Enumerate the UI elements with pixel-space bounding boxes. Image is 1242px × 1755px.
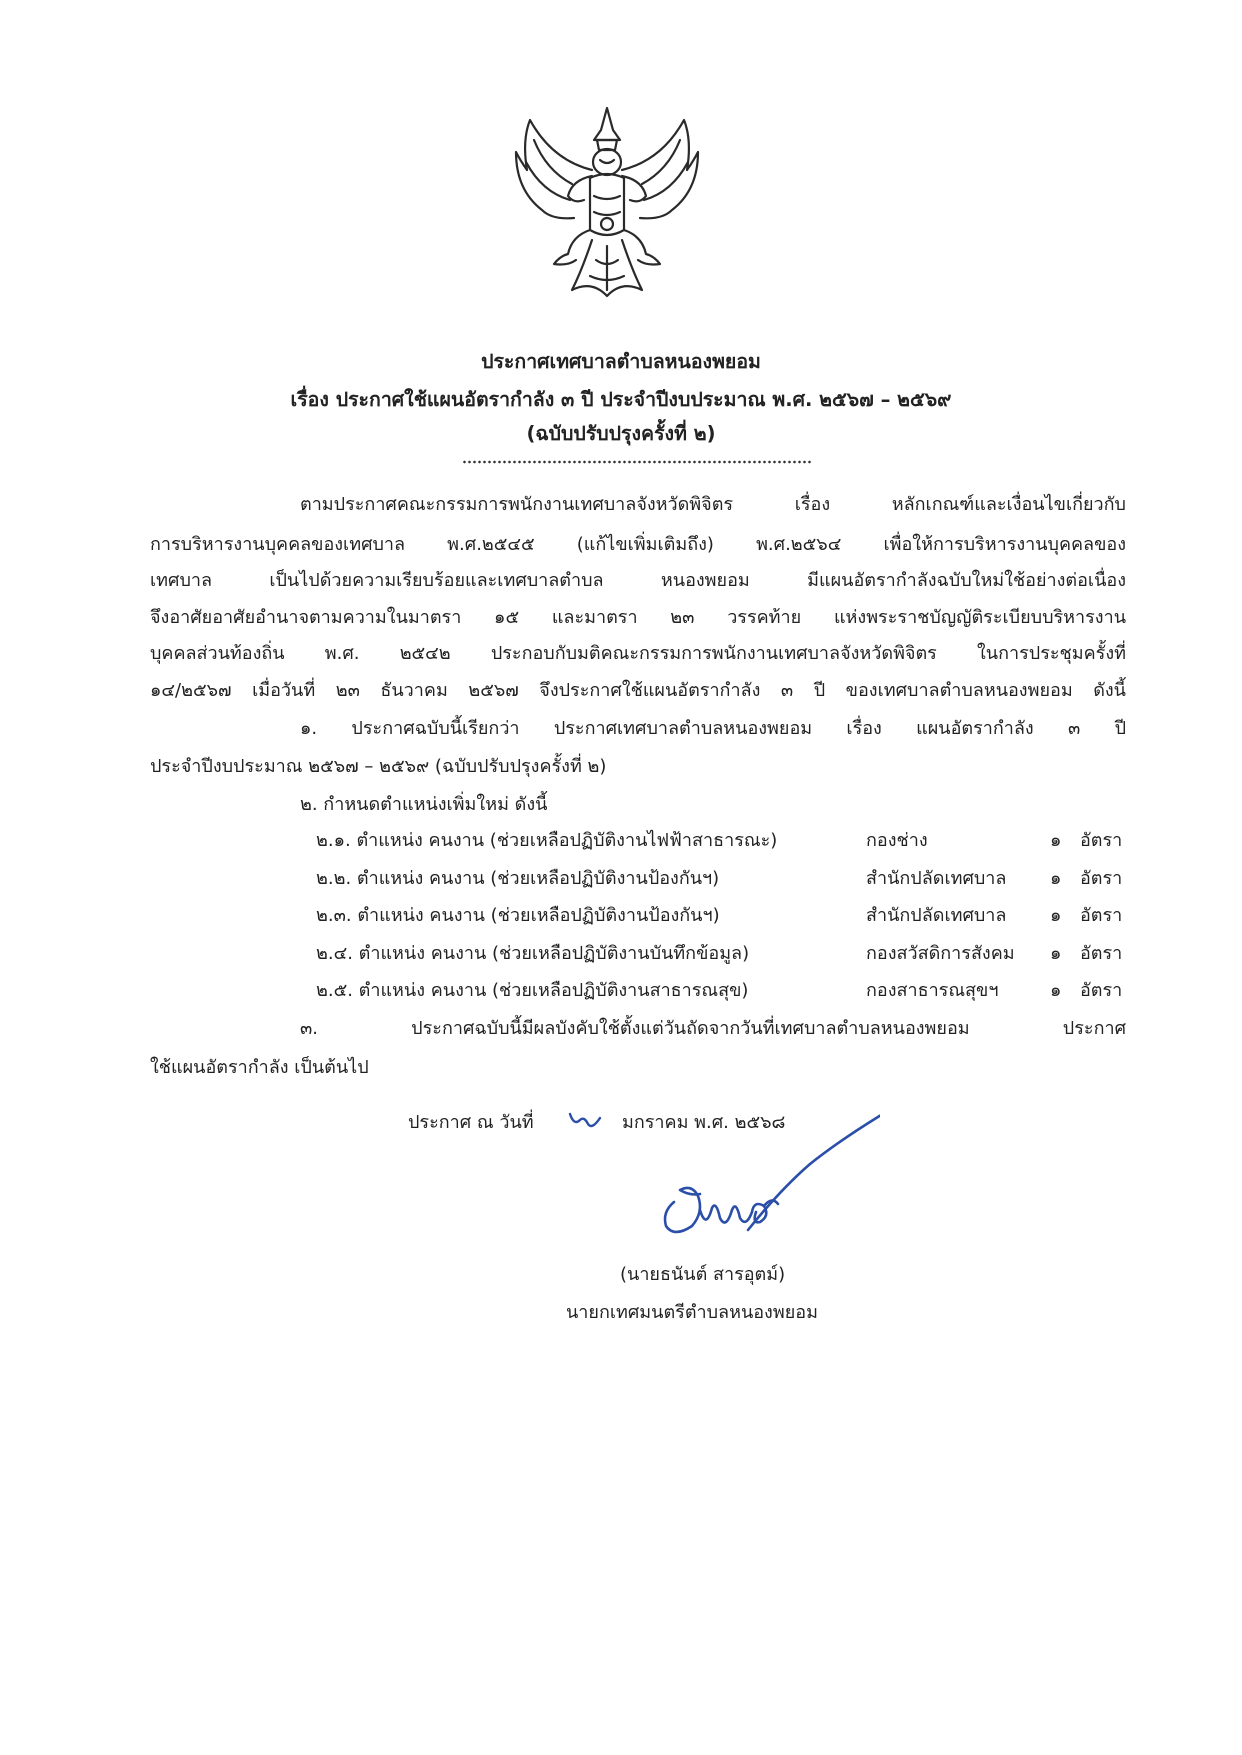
position-title: ๒.๔. ตำแหน่ง คนงาน (ช่วยเหลือปฏิบัติงานบันทึกข้อมูล) — [316, 943, 750, 964]
signature-icon — [640, 1100, 880, 1250]
position-title: ๒.๑. ตำแหน่ง คนงาน (ช่วยเหลือปฏิบัติงานไฟฟ้าสาธารณะ) — [316, 830, 778, 851]
position-title: ๒.๒. ตำแหน่ง คนงาน (ช่วยเหลือปฏิบัติงานป้องกันฯ) — [316, 868, 720, 889]
position-rate: อัตรา — [1080, 905, 1123, 926]
position-unit: กองสาธารณสุขฯ — [866, 980, 999, 1001]
paragraph-line: จึงอาศัยอาศัยอำนาจตามความในมาตรา ๑๕ และมาตรา ๒๓ วรรคท้าย แห่งพระราชบัญญัติระเบียบบริหารงาน — [150, 607, 1127, 628]
position-rate: อัตรา — [1080, 980, 1123, 1001]
item-3-line: ๓. ประกาศฉบับนี้มีผลบังคับใช้ตั้งแต่วันถัดจากวันที่เทศบาลตำบลหนองพยอม ประกาศ — [300, 1018, 1126, 1039]
position-rate: อัตรา — [1080, 830, 1123, 851]
paragraph-line: ตามประกาศคณะกรรมการพนักงานเทศบาลจังหวัดพิจิตร เรื่อง หลักเกณฑ์และเงื่อนไขเกี่ยวกับ — [300, 494, 1126, 515]
item-1-line: ๑. ประกาศฉบับนี้เรียกว่า ประกาศเทศบาลตำบลหนองพยอม เรื่อง แผนอัตรากำลัง ๓ ปี — [300, 718, 1126, 739]
position-count: ๑ — [1050, 830, 1062, 851]
paragraph-line: เทศบาล เป็นไปด้วยความเรียบร้อยและเทศบาลตำบล หนองพยอม มีแผนอัตรากำลังฉบับใหม่ใช้อย่างต่อเนื่อง — [150, 570, 1126, 591]
date-suffix: มกราคม พ.ศ. ๒๕๖๘ — [622, 1112, 786, 1133]
announcement-title: ประกาศเทศบาลตำบลหนองพยอม — [481, 350, 761, 373]
position-unit: สำนักปลัดเทศบาล — [866, 868, 1007, 889]
position-title: ๒.๓. ตำแหน่ง คนงาน (ช่วยเหลือปฏิบัติงานป้องกันฯ) — [316, 905, 720, 926]
position-unit: กองช่าง — [866, 830, 928, 851]
dotted-divider — [462, 460, 812, 464]
paragraph-line: บุคคลส่วนท้องถิ่น พ.ศ. ๒๕๔๒ ประกอบกับมติคณะกรรมการพนักงานเทศบาลจังหวัดพิจิตร ในการประชุมครั้งที่ — [150, 643, 1126, 664]
signer-name: (นายธนันต์ สารอุตม์) — [620, 1264, 786, 1285]
announcement-revision: (ฉบับปรับปรุงครั้งที่ ๒) — [526, 422, 716, 445]
item-1-line: ประจำปีงบประมาณ ๒๕๖๗ – ๒๕๖๙ (ฉบับปรับปรุงครั้งที่ ๒) — [150, 756, 607, 777]
position-unit: สำนักปลัดเทศบาล — [866, 905, 1007, 926]
paragraph-line: ๑๔/๒๕๖๗ เมื่อวันที่ ๒๓ ธันวาคม ๒๕๖๗ จึงประกาศใช้แผนอัตรากำลัง ๓ ปี ของเทศบาลตำบลหนองพยอม ดังนี้ — [150, 680, 1126, 701]
date-prefix: ประกาศ ณ วันที่ — [408, 1112, 534, 1133]
position-count: ๑ — [1050, 868, 1062, 889]
position-count: ๑ — [1050, 943, 1062, 964]
item-2-heading: ๒. กำหนดตำแหน่งเพิ่มใหม่ ดังนี้ — [300, 794, 548, 815]
paragraph-line: การบริหารงานบุคคลของเทศบาล พ.ศ.๒๕๔๕ (แก้ไขเพิ่มเติมถึง) พ.ศ.๒๕๖๔ เพื่อให้การบริหารงานบุคคลของ — [150, 534, 1126, 555]
position-count: ๑ — [1050, 980, 1062, 1001]
position-rate: อัตรา — [1080, 943, 1123, 964]
position-count: ๑ — [1050, 905, 1062, 926]
garuda-emblem-icon — [512, 100, 702, 300]
position-unit: กองสวัสดิการสังคม — [866, 943, 1015, 964]
signer-title: นายกเทศมนตรีตำบลหนองพยอม — [566, 1302, 818, 1323]
handwritten-day — [566, 1108, 606, 1132]
item-3-line: ใช้แผนอัตรากำลัง เป็นต้นไป — [150, 1057, 369, 1078]
announcement-subject: เรื่อง ประกาศใช้แผนอัตรากำลัง ๓ ปี ประจำปีงบประมาณ พ.ศ. ๒๕๖๗ – ๒๕๖๙ — [290, 388, 952, 411]
position-rate: อัตรา — [1080, 868, 1123, 889]
position-title: ๒.๕. ตำแหน่ง คนงาน (ช่วยเหลือปฏิบัติงานสาธารณสุข) — [316, 980, 749, 1001]
